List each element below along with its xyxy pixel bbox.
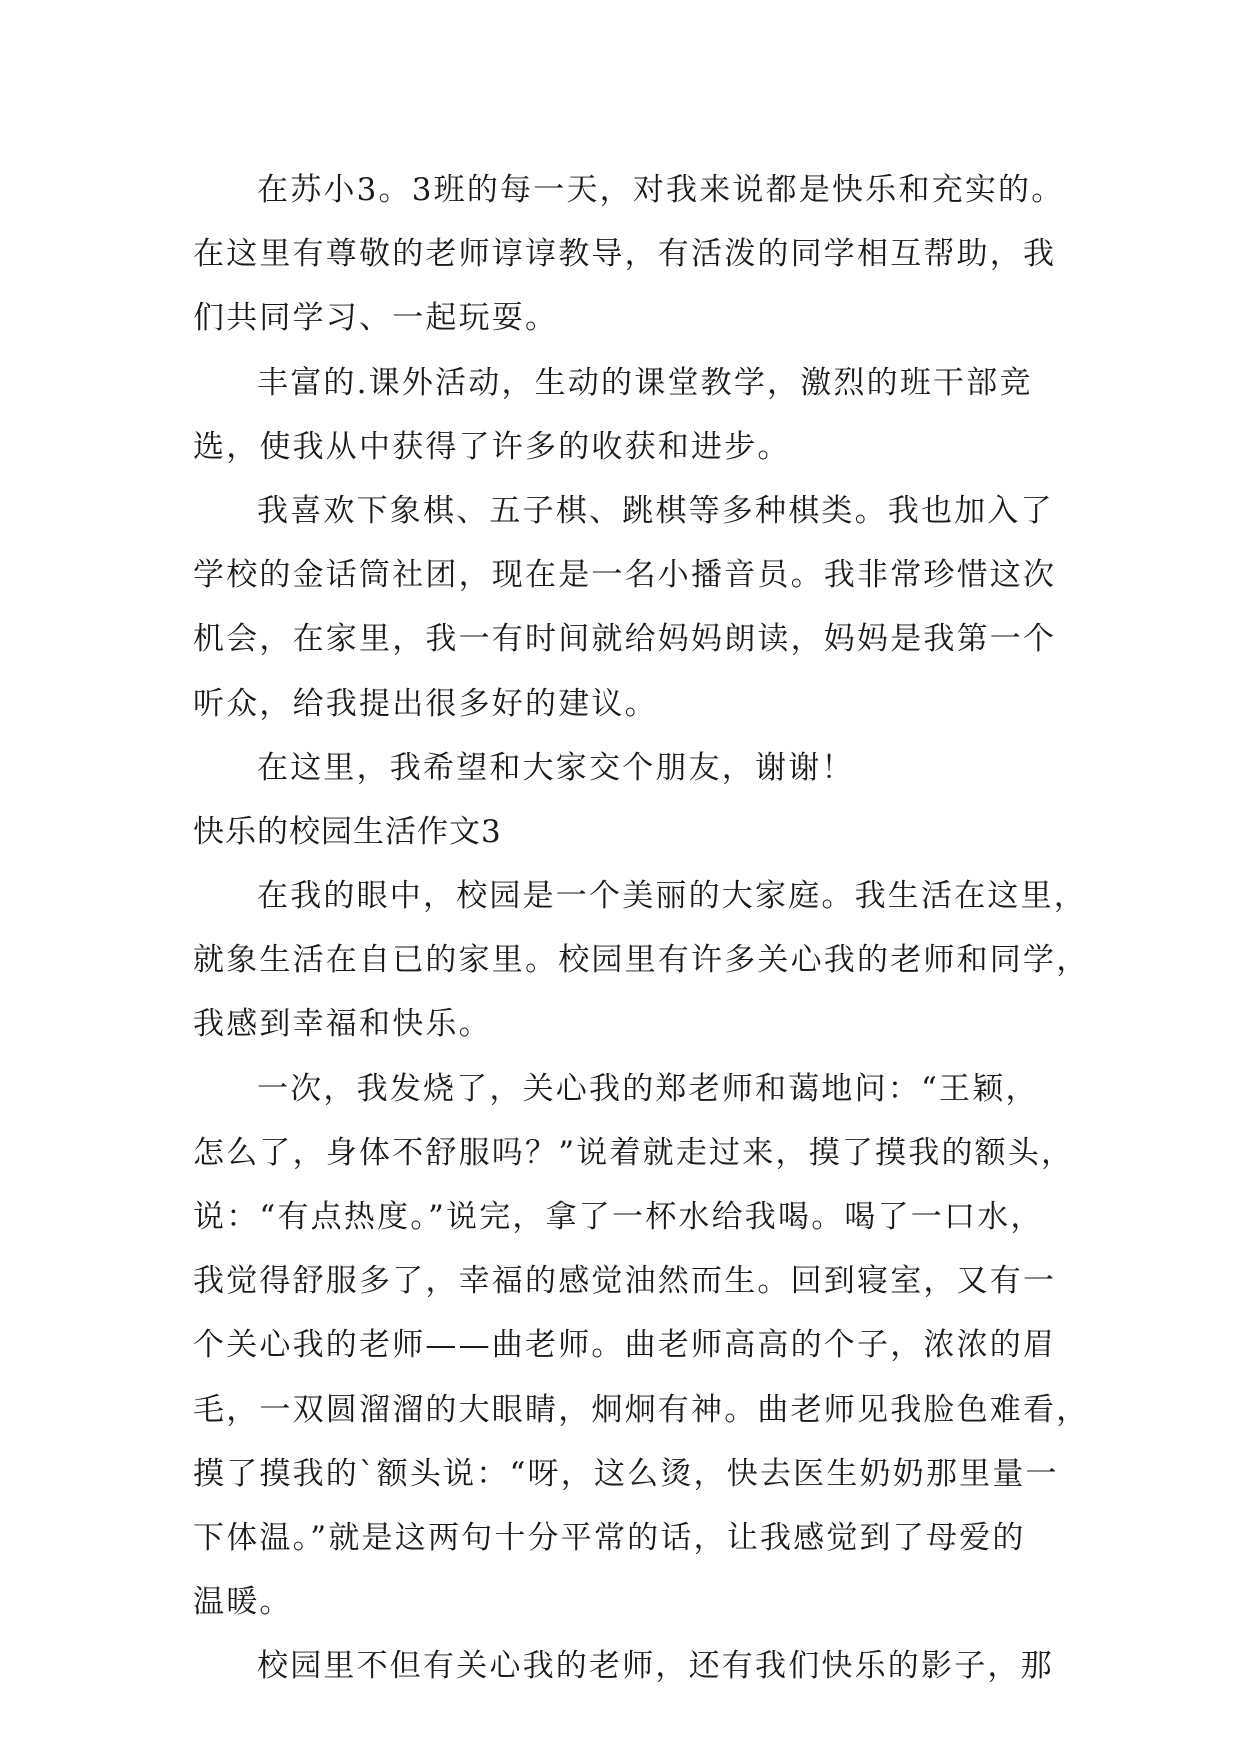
section-title: 快乐的校园生活作文3 bbox=[193, 813, 502, 850]
essay-body bbox=[193, 158, 1090, 1699]
paragraph-line: 说：“有点热度。”说完，拿了一杯水给我喝。喝了一口水， bbox=[193, 1199, 1044, 1235]
paragraph-line: 在我的眼中，校园是一个美丽的大家庭。我生活在这里， bbox=[257, 878, 1087, 915]
paragraph-line: 听众，给我提出很多好的建议。 bbox=[193, 685, 658, 722]
paragraph-line: 我觉得舒服多了，幸福的感觉油然而生。回到寝室，又有一 bbox=[193, 1263, 1057, 1300]
paragraph-line: 丰富的.课外活动，生动的课堂教学，激烈的班干部竞 bbox=[257, 364, 1033, 401]
paragraph-line: 摸了摸我的`额头说：“呀，这么烫，快去医生奶奶那里量一 bbox=[193, 1455, 1059, 1492]
paragraph-line: 一次，我发烧了，关心我的郑老师和蔼地问：“王颖， bbox=[257, 1070, 1039, 1107]
paragraph-line: 个关心我的老师——曲老师。曲老师高高的个子，浓浓的眉 bbox=[193, 1327, 1057, 1364]
paragraph-line: 机会，在家里，我一有时间就给妈妈朗读，妈妈是我第一个 bbox=[193, 621, 1057, 658]
paragraph-line: 下体温。”就是这两句十分平常的话，让我感觉到了母爱的 bbox=[193, 1519, 1026, 1556]
paragraph-line: 就象生活在自已的家里。校园里有许多关心我的老师和同学， bbox=[193, 942, 1090, 979]
paragraph-line: 我喜欢下象棋、五子棋、跳棋等多种棋类。我也加入了 bbox=[257, 492, 1054, 529]
paragraph-line: 怎么了，身体不舒服吗？”说着就走过来，摸了摸我的额头， bbox=[193, 1134, 1075, 1171]
paragraph-line: 校园里不但有关心我的老师，还有我们快乐的影子，那 bbox=[257, 1648, 1054, 1685]
paragraph-line: 我感到幸福和快乐。 bbox=[193, 1006, 492, 1043]
paragraph-line: 选，使我从中获得了许多的收获和进步。 bbox=[193, 428, 791, 465]
paragraph-line: 在这里，我希望和大家交个朋友，谢谢！ bbox=[257, 749, 855, 786]
paragraph-line: 温暖。 bbox=[193, 1584, 293, 1621]
paragraph-line: 在这里有尊敬的老师谆谆教导，有活泼的同学相互帮助，我 bbox=[193, 236, 1057, 273]
paragraph-line: 学校的金话筒社团，现在是一名小播音员。我非常珍惜这次 bbox=[193, 557, 1057, 594]
paragraph-line: 在苏小3。3班的每一天，对我来说都是快乐和充实的。 bbox=[257, 172, 1065, 208]
paragraph-line: 们共同学习、一起玩耍。 bbox=[193, 300, 559, 337]
paragraph-line: 毛，一双圆溜溜的大眼睛，炯炯有神。曲老师见我脸色难看， bbox=[193, 1391, 1090, 1428]
